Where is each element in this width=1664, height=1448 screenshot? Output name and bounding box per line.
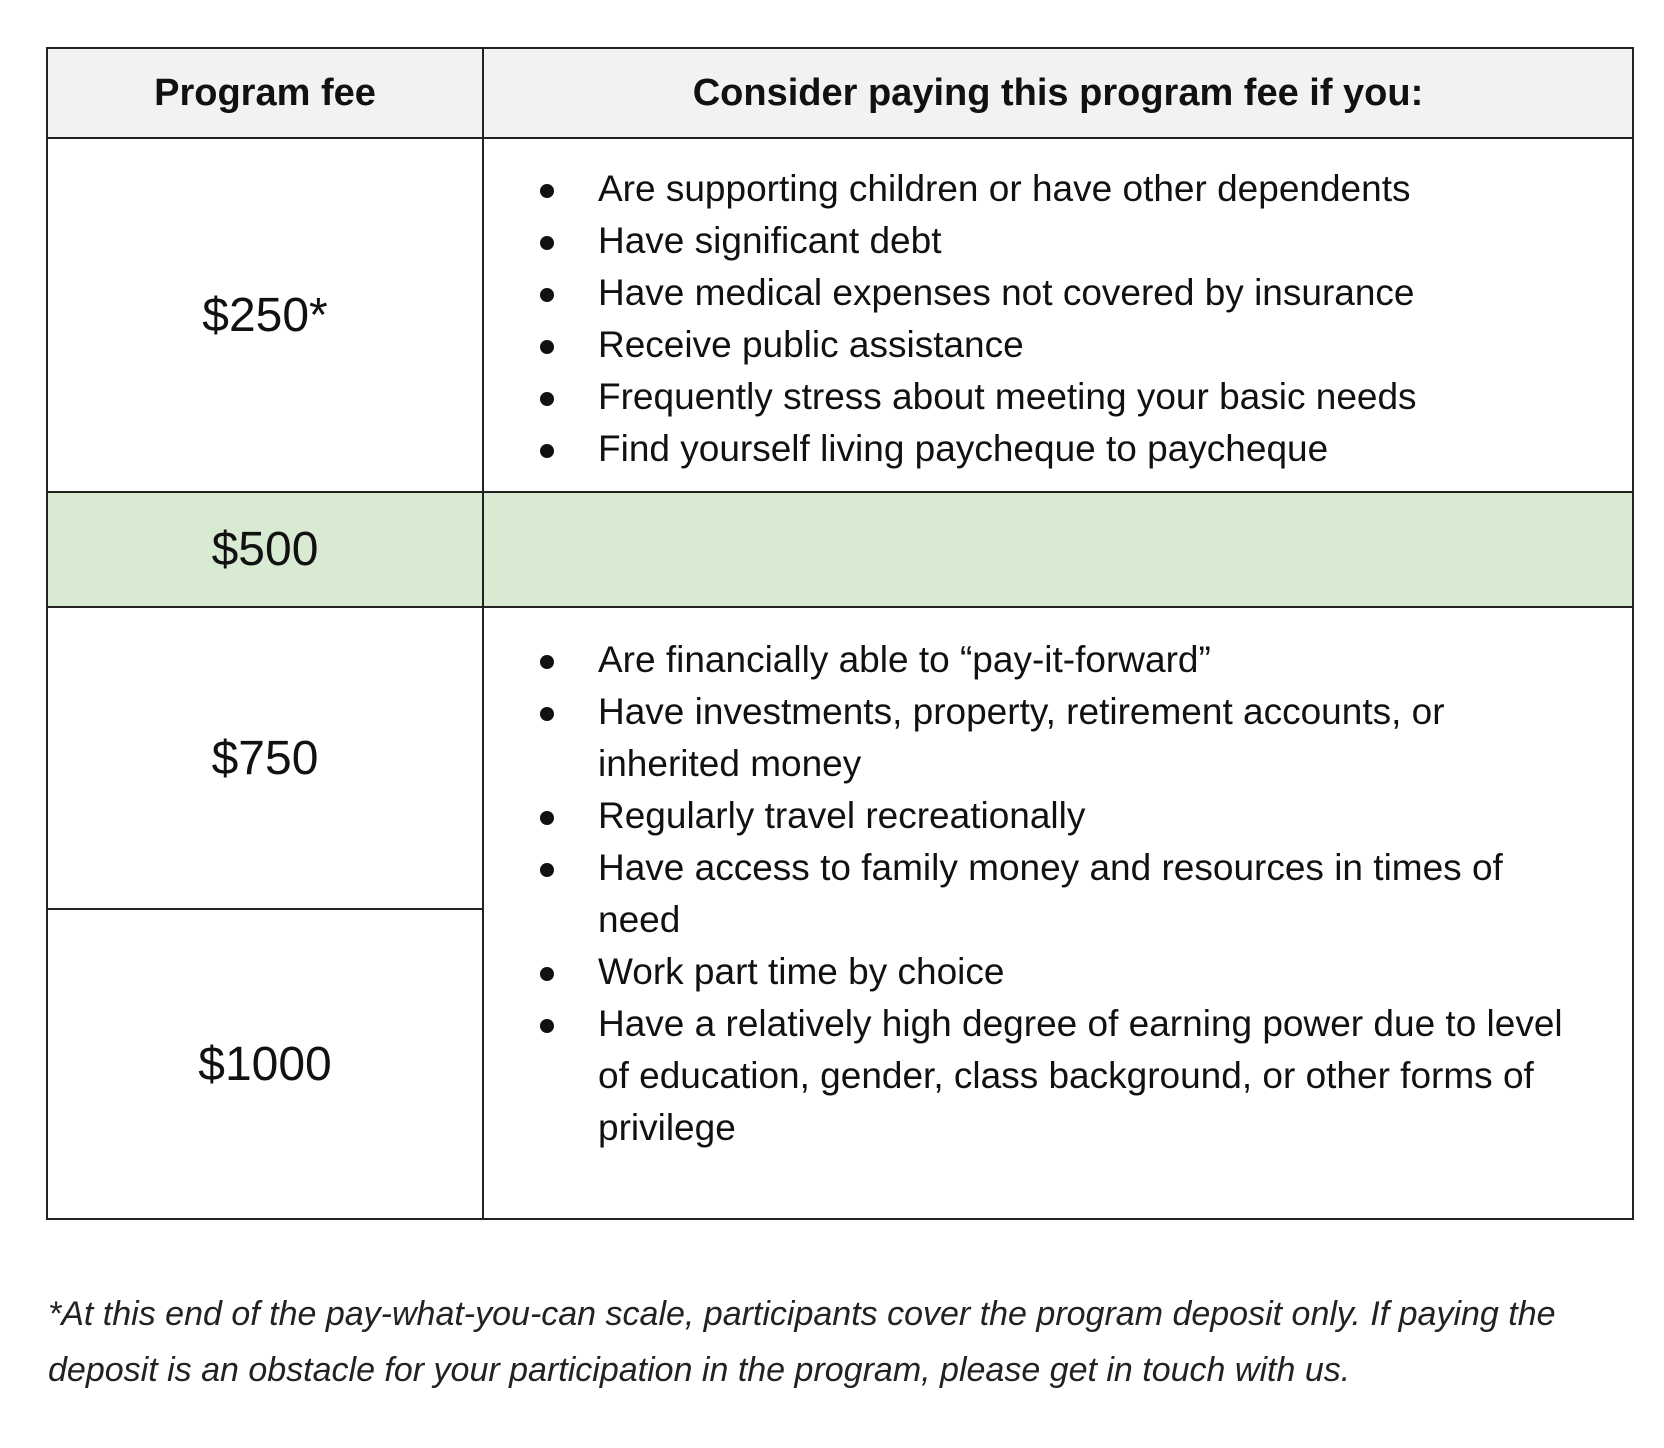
list-item: Receive public assistance [484,319,1632,371]
fee-500: $500 [47,492,483,607]
criteria-cell-500 [483,492,1633,607]
header-program-fee: Program fee [47,48,483,138]
list-item: Regularly travel recreationally [484,790,1632,842]
table-header-row [47,48,1633,138]
list-item: Have a relatively high degree of earning power due to level of education, gender, class background, or other forms of privilege [484,998,1632,1154]
criteria-cell-250 [483,138,1633,492]
list-item: Are financially able to “pay-it-forward” [484,634,1632,686]
list-item: Are supporting children or have other dependents [484,163,1632,215]
list-item: Have access to family money and resources in times of need [484,842,1632,946]
footnote: *At this end of the pay-what-you-can scale, participants cover the program deposit only. If paying the deposit is an obstacle for your participation in the program, please get in touch with us. [48,1295,1556,1389]
list-item: Frequently stress about meeting your basic needs [484,371,1632,423]
list-item: Work part time by choice [484,946,1632,998]
program-fee-table [46,47,1634,1220]
header-consider-paying: Consider paying this program fee if you: [483,48,1633,138]
criteria-list-250 [484,163,1632,475]
list-item: Have significant debt [484,215,1632,267]
table-row-750 [47,607,1633,909]
fee-1000: $1000 [47,909,483,1219]
fee-750: $750 [47,607,483,909]
fee-250: $250* [47,138,483,492]
list-item: Find yourself living paycheque to paycheque [484,423,1632,475]
table-row-500 [47,492,1633,607]
criteria-cell-750-1000 [483,607,1633,1219]
criteria-list-750-1000 [484,634,1632,1154]
table-row-250 [47,138,1633,492]
list-item: Have medical expenses not covered by insurance [484,267,1632,319]
list-item: Have investments, property, retirement accounts, or inherited money [484,686,1632,790]
